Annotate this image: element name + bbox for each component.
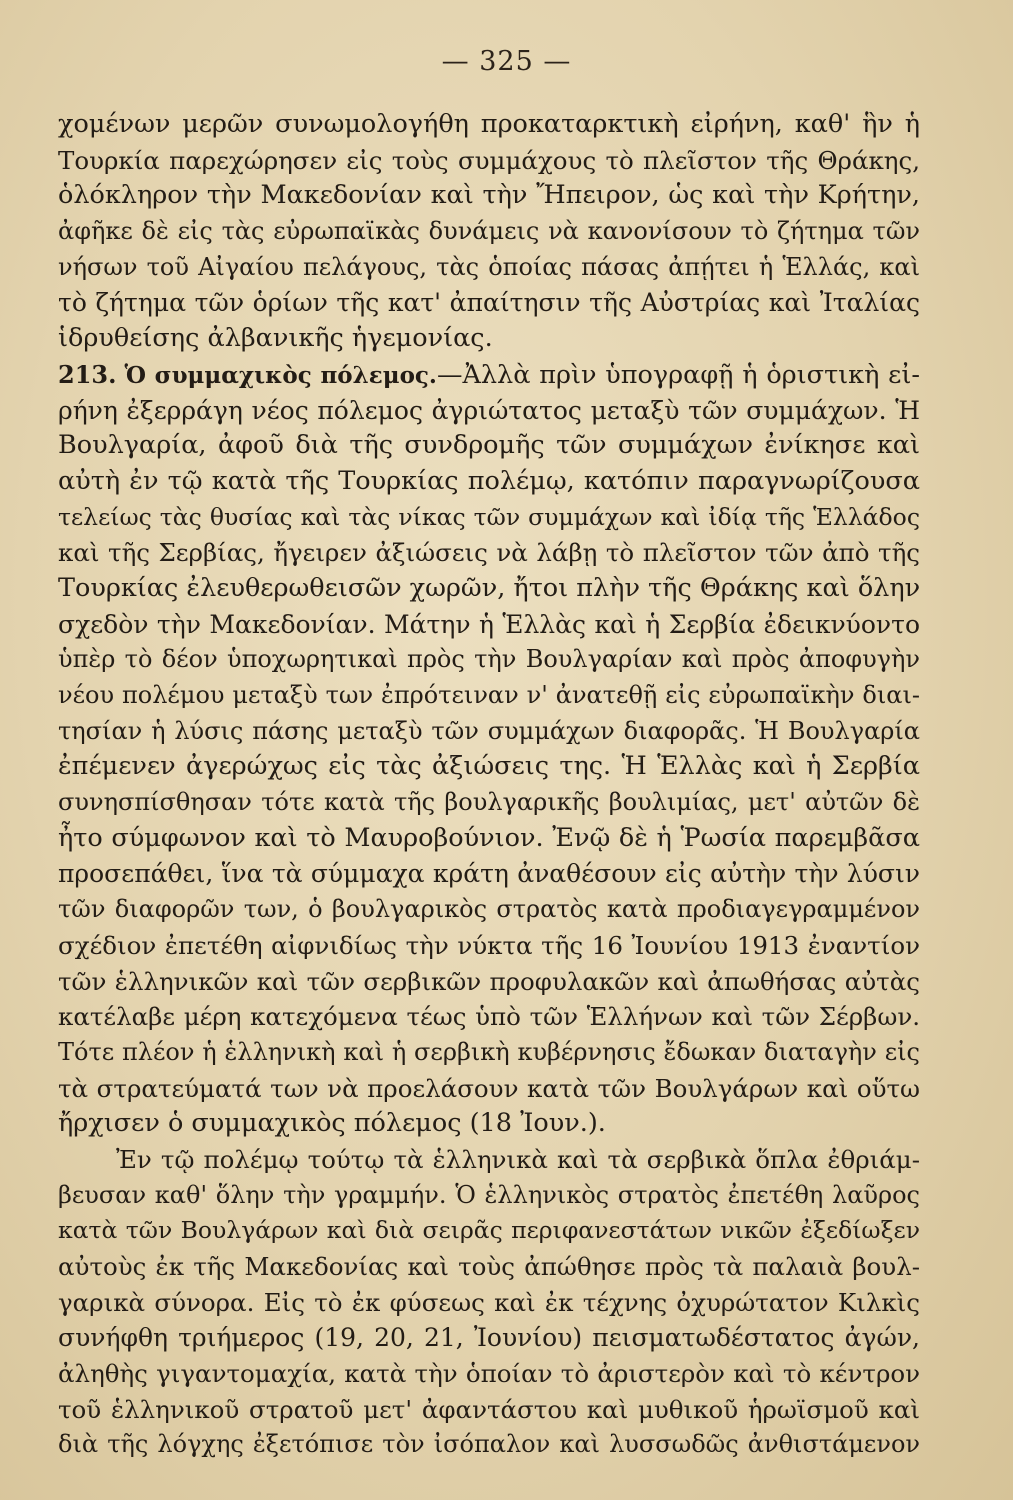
page-number: — 325 —	[441, 46, 572, 77]
line-text: χομένων μερῶν συνωμολογήθη προκαταρκτικὴ εἰρήνη, καθ' ἣν ἡ	[58, 109, 920, 139]
text-line	[58, 1320, 920, 1356]
line-text: ρήνη ἐξερράγη νέος πόλεμος ἀγριώτατος μεταξὺ τῶν συμμάχων. Ἡ	[58, 395, 920, 425]
line-text: νήσων τοῦ Αἰγαίου πελάγους, τὰς ὁποίας πάσας ἀπῄτει ἡ Ἑλλάς, καὶ	[58, 252, 920, 281]
text-line	[58, 500, 920, 536]
text-line	[58, 714, 920, 750]
line-text: Ἐν τῷ πολέμῳ τούτῳ τὰ ἑλληνικὰ καὶ τὰ σερβικὰ ὅπλα ἐθριάμ-	[116, 1144, 920, 1174]
line-text: τησίαν ἡ λύσις πάσης μεταξὺ τῶν συμμάχων διαφορᾶς. Ἡ Βουλγαρία	[58, 716, 920, 745]
line-text: τὸ ζήτημα τῶν ὁρίων τῆς κατ' ἀπαίτησιν τῆς Αὐστρίας καὶ Ἰταλίας	[58, 288, 920, 318]
text-line	[58, 178, 920, 214]
text-line	[58, 1035, 920, 1071]
line-text: βευσαν καθ' ὅλην τὴν γραμμήν. Ὁ ἑλληνικὸς στρατὸς ἐπετέθη λαῦρος	[58, 1180, 920, 1209]
text-line	[58, 1392, 920, 1428]
line-text: σχεδὸν τὴν Μακεδονίαν. Μάτην ἡ Ἑλλὰς καὶ ἡ Σερβία ἐδεικνύοντο	[58, 609, 920, 639]
line-text: σχέδιον ἐπετέθη αἰφνιδίως τὴν νύκτα τῆς 16 Ἰουνίου 1913 ἐναντίον	[58, 930, 920, 960]
text-line	[58, 143, 920, 179]
text-line	[58, 892, 920, 928]
line-text: αὐτοὺς ἐκ τῆς Μακεδονίας καὶ τοὺς ἀπώθησε πρὸς τὰ παλαιὰ βουλ-	[58, 1252, 920, 1281]
text-line	[58, 749, 920, 785]
line-text: ἀληθὴς γιγαντομαχία, κατὰ τὴν ὁποίαν τὸ ἀριστερὸν καὶ τὸ κέντρον	[58, 1359, 920, 1389]
text-line	[58, 357, 920, 393]
line-text: ἤρχισεν ὁ συμμαχικὸς πόλεμος (18 Ἰουν.).	[58, 1108, 606, 1139]
text-line	[58, 642, 920, 678]
line-text: αὐτὴ ἐν τῷ κατὰ τῆς Τουρκίας πολέμῳ, κατόπιν παραγνωρίζουσα	[58, 465, 920, 496]
line-text: γαρικὰ σύνορα. Εἰς τὸ ἐκ φύσεως καὶ ἐκ τέχνης ὀχυρώτατον Κιλκὶς	[58, 1287, 920, 1317]
line-text: τοῦ ἑλληνικοῦ στρατοῦ μετ' ἀφαντάστου καὶ μυθικοῦ ἡρωϊσμοῦ καὶ	[58, 1394, 920, 1424]
line-text: Τότε πλέον ἡ ἑλληνικὴ καὶ ἡ σερβικὴ κυβέρνησις ἔδωκαν διαταγὴν εἰς	[58, 1037, 920, 1066]
text-line	[58, 1356, 920, 1392]
line-text: κατέλαβε μέρη κατεχόμενα τέως ὑπὸ τῶν Ἑλλήνων καὶ τῶν Σέρβων.	[58, 1002, 920, 1032]
line-text: τῶν ἑλληνικῶν καὶ τῶν σερβικῶν προφυλακῶν καὶ ἀπωθήσας αὐτὰς	[58, 966, 920, 996]
line-text: Βουλγαρία, ἀφοῦ διὰ τῆς συνδρομῆς τῶν συμμάχων ἐνίκησε καὶ	[58, 430, 920, 461]
text-line	[58, 428, 920, 464]
text-line	[58, 1213, 920, 1249]
text-line	[58, 999, 920, 1035]
line-text: συνήφθη τριήμερος (19, 20, 21, Ἰουνίου) πεισματωδέστατος ἀγών,	[58, 1323, 920, 1353]
text-line	[58, 285, 920, 321]
text-line	[58, 1106, 920, 1142]
line-text: Τουρκία παρεχώρησεν εἰς τοὺς συμμάχους τὸ πλεῖστον τῆς Θράκης,	[58, 145, 920, 175]
line-text: διὰ τῆς λόγχης ἐξετόπισε τὸν ἰσόπαλον καὶ λυσσωδῶς ἀνθιστάμενον	[58, 1430, 920, 1459]
text-line	[58, 607, 920, 643]
line-text: Τουρκίας ἐλευθερωθεισῶν χωρῶν, ἤτοι πλὴν τῆς Θράκης καὶ ὅλην	[58, 572, 920, 603]
text-line	[58, 856, 920, 892]
text-line	[58, 321, 920, 357]
text-line	[58, 785, 920, 821]
line-text: νέου πολέμου μεταξὺ των ἐπρότειναν ν' ἀνατεθῇ εἰς εὐρωπαϊκὴν διαι-	[58, 681, 920, 709]
line-text: ἱδρυθείσης ἀλβανικῆς ἡγεμονίας.	[58, 323, 493, 354]
text-line	[58, 1249, 920, 1285]
text-line	[58, 1142, 920, 1178]
text-line	[58, 214, 920, 250]
line-text: ἦτο σύμφωνον καὶ τὸ Μαυροβούνιον. Ἐνῷ δὲ ἡ Ῥωσία παρεμβᾶσα	[58, 822, 920, 853]
line-text: συνησπίσθησαν τότε κατὰ τῆς βουλγαρικῆς βουλιμίας, μετ' αὐτῶν δὲ	[58, 788, 920, 817]
line-text: καὶ τῆς Σερβίας, ἤγειρεν ἀξιώσεις νὰ λάβῃ τὸ πλεῖστον τῶν ἀπὸ τῆς	[58, 538, 920, 568]
line-text: τελείως τὰς θυσίας καὶ τὰς νίκας τῶν συμμάχων καὶ ἰδίᾳ τῆς Ἑλλάδος	[58, 502, 920, 531]
line-text: κατὰ τῶν Βουλγάρων καὶ διὰ σειρᾶς περιφανεστάτων νικῶν ἐξεδίωξεν	[58, 1216, 920, 1245]
line-text: προσεπάθει, ἵνα τὰ σύμμαχα κράτη ἀναθέσουν εἰς αὐτὴν τὴν λύσιν	[58, 859, 920, 889]
text-line	[58, 535, 920, 571]
body-text	[58, 107, 920, 1463]
text-line	[58, 464, 920, 500]
line-text: —Ἀλλὰ πρὶν ὑπογραφῇ ἡ ὁριστικὴ εἰ-	[436, 359, 920, 390]
text-line	[58, 571, 920, 607]
text-line	[58, 250, 920, 286]
text-line	[58, 964, 920, 1000]
section-number: 213.	[58, 359, 117, 389]
text-line	[58, 678, 920, 714]
line-text: τῶν διαφορῶν των, ὁ βουλγαρικὸς στρατὸς κατὰ προδιαγεγραμμένον	[58, 895, 920, 924]
line-text: τὰ στρατεύματά των νὰ προελάσουν κατὰ τῶν Βουλγάρων καὶ οὕτω	[58, 1073, 920, 1103]
line-text: ἀφῆκε δὲ εἰς τὰς εὐρωπαϊκὰς δυνάμεις νὰ κανονίσουν τὸ ζήτημα τῶν	[58, 217, 920, 246]
line-text: ἐπέμενεν ἀγερώχως εἰς τὰς ἀξιώσεις της. Ἡ Ἑλλὰς καὶ ἡ Σερβία	[58, 751, 920, 782]
text-line	[58, 1071, 920, 1107]
text-line	[58, 928, 920, 964]
line-text: ὑπὲρ τὸ δέον ὑποχωρητικαὶ πρὸς τὴν Βουλγαρίαν καὶ πρὸς ἀποφυγὴν	[58, 645, 920, 674]
text-line	[58, 107, 920, 143]
text-line	[58, 821, 920, 857]
text-line	[58, 1178, 920, 1214]
text-line	[58, 393, 920, 429]
text-line	[58, 1427, 920, 1463]
line-text: ὁλόκληρον τὴν Μακεδονίαν καὶ τὴν Ἤπειρον, ὡς καὶ τὴν Κρήτην,	[58, 180, 920, 211]
section-heading: Ὁ συμμαχικὸς πόλεμος.	[124, 361, 437, 389]
text-line	[58, 1285, 920, 1321]
